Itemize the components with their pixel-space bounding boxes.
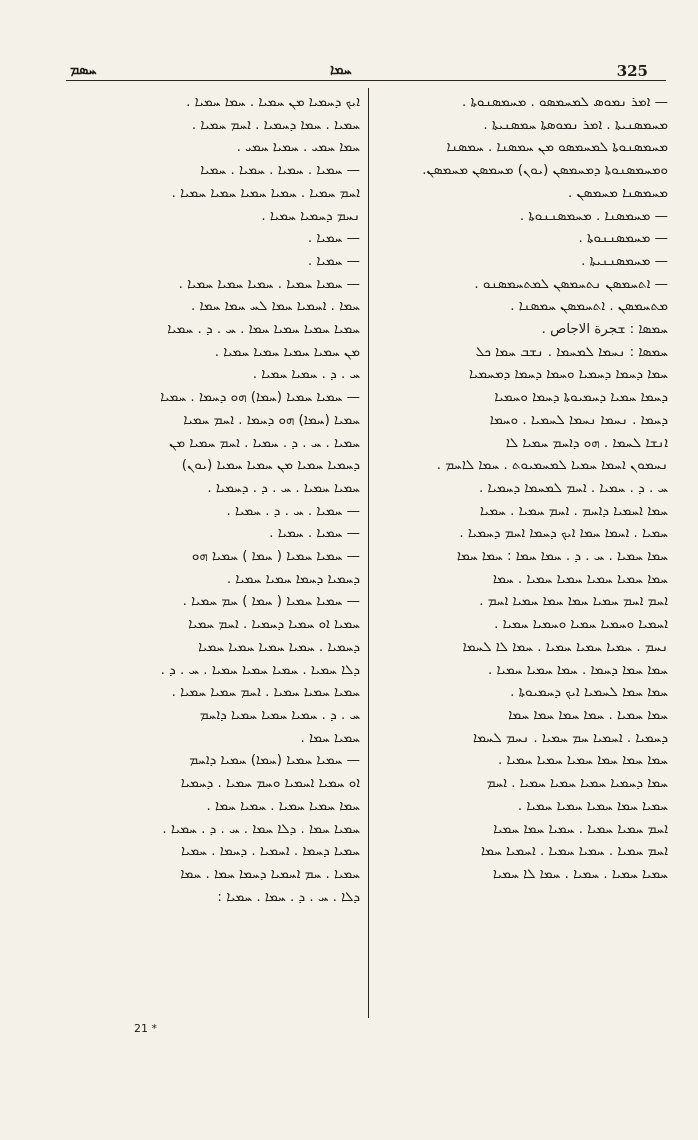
text-line: — ܚܡܝܐ ܚܡܝܐ . ܚܡܝܐ ܚܡܝܐ ܚܡܝܐ . xyxy=(178,276,360,292)
text-line: ܚܡܝܐ ܕܚܡܐ . ܐܚܡܝܐ . ܕܚܡܐ . ܚܡܝܐ xyxy=(181,844,360,860)
header-rule xyxy=(66,80,666,81)
text-line: — ܚܡܝܐ ܚܡܝܐ (ܚܡܐ) ܚܡܝܐ ܕܐܚܡ xyxy=(189,753,360,769)
text-line: — ܡܚܡܣܢܐ . ܡܚܡܣܢܢܘܬܐ . xyxy=(519,208,668,224)
text-line: ܕܠܐ . ܚ . ܕ . ܚܡܐ . ܚܡܝܐ : xyxy=(217,889,360,905)
text-line: ܚܡܝܐ ܚܡܝܐ . ܚ . ܕ . ܕܚܡܝܐ . xyxy=(207,480,360,496)
text-line: ܚ . ܕ . ܚܡܝܐ ܚܡܝܐ . xyxy=(252,367,360,383)
text-line: ܡܚܡܣܢܐ ܡܚܡܣܢ . xyxy=(567,185,668,201)
text-line: ܚܡܐ ܕܚܡܝܐ ܚܡܝܐ ܚܡܝܐ ܚܡܝܐ . ܐܚܡ xyxy=(486,776,668,792)
text-line: ܚܡܣܐ : ܢܚܡܐ ܠܡܚܡܐ . ܢܫܒ ܚܡܐ ܟܠ xyxy=(475,344,668,360)
column-divider xyxy=(368,88,369,1018)
text-line: ܚܡܝܐ ܚܡܝܐ . ܚܡܝܐ . ܚܡܐ ܠܐ ܚܡܝܐ xyxy=(492,866,668,882)
text-line: ܚܡܐ ܚܡܐ ܚܡܐ ܚܡܝܐ ܚܡܝܐ ܚܡܝܐ . xyxy=(498,753,668,769)
text-line: ܚܡܐ ܕܚܡܐ ܕܚܡܝܐ ܘܚܡܐ ܕܚܡܐ ܕܡܚܡܝܐ xyxy=(469,367,668,383)
text-line: ܚܡܐ ܚܡܝܐ . ܚܡܐ ܚܡܐ ܚܡܐ ܚܡܐ xyxy=(508,707,668,723)
text-line: — ܡܚܡܣܢܢܘܬܐ . xyxy=(578,231,668,247)
text-line: ܚܡܣܐ : ܫجرة الاجاص . xyxy=(541,322,668,338)
text-line: ܚܡܝܐ . ܐܚܡܐ ܚܡܐ ܐܝܟ ܕܚܡܐ ܐܚܡ ܕܚܡܝܐ . xyxy=(459,526,668,542)
text-line: ܐܝܟ ܕܚܡܝܐ ܡܢ ܚܡܝܐ . ܚܡܐ ܚܡܝܐ . xyxy=(186,95,360,110)
text-line: ܘܡܚܡܣܢܘܬܐ ܕܡܚܡܣܢ (ܝܘܢ) ܡܚܡܣܢ ܡܚܡܣܢ. xyxy=(422,163,668,179)
page-number: 325 xyxy=(616,62,648,80)
text-line: ܚܡܐ ܐܚܡܝܐ ܕܐܚܡ . ܐܚܡ ܚܡܝܐ . ܚܡܝܐ xyxy=(479,503,668,519)
signature-mark: 21 * xyxy=(134,1022,157,1035)
text-line: ܚܡܐ ܚܡܝ . ܚܡܝܐ ܚܡܝ . xyxy=(236,140,360,156)
text-line: — ܐܡܪ ܢܡܘܣ ܠܡܚܡܣܘ . ܡܚܡܣܢܘܬܐ . xyxy=(462,95,668,110)
text-line: ܐܘ ܚܡܝܐ ܐܚܡܝܐ ܘܚܡ ܚܡܝܐ . ܕܚܡܝܐ xyxy=(180,776,360,792)
text-line: ܢܚܡܘܢ ܐܚܡܐ ܚܡܝܐ ܠܡܚܡܝܘܬ . ܚܡܐ ܠܐܚܡ . xyxy=(436,458,668,474)
text-line: ܕܚܡܐ ܚܡܝܐ ܕܚܡܝܘܬܐ ܕܚܡܐ ܘܚܡܝܐ xyxy=(494,390,668,406)
text-line: ܚܡܝܐ . ܚ . ܕ . ܚܡܝܐ . ܐܚܡ ܚܡܝܐ ܡܢ xyxy=(169,435,360,451)
text-line: ܐܢܫܐ ܠܚܡܐ . ܗܘ ܕܐܚܡ ܚܡܝܐ ܠܐ xyxy=(505,435,668,451)
text-line: ܚܡܐ ܚܡܝܐ ܚܡܝܐ ܚܡܝܐ ܚܡܝܐ . ܚܡܐ xyxy=(492,571,668,587)
text-line: ܐܚܡ ܐܚܡ ܚܡܝܐ ܚܡܐ ܚܡܐ ܚܡܝܐ ܐܚܡ . xyxy=(479,594,668,610)
text-line: ܚܡܝܐ . ܚܡܐ ܕܚܡܝܐ . ܐܚܡ ܚܡܝܐ . xyxy=(191,117,360,133)
text-line: — ܚܡܝܐ ܚܡܝܐ (ܚܡܐ) ܗܘ ܕܚܡܐ . ܚܡܝܐ xyxy=(160,390,360,406)
text-line: — ܡܚܡܣܢܢܝܬܐ . xyxy=(581,253,668,269)
text-line: ܚܡܝܐ ܚܡܝܐ ܚܡܝܐ ܚܡܐ . ܚ . ܕ . ܚܡܝܐ xyxy=(167,322,360,338)
text-line: ܚܡܐ ܚܡܝܐ . ܚ . ܕ . ܚܡܐ ܚܡܐ : ܚܡܐ ܚܡܐ xyxy=(456,549,668,565)
text-line: ܕܚܡܝܐ . ܚܡܝܐ ܚܡܝܐ ܚܡܝܐ ܚܡܝܐ xyxy=(198,639,360,655)
text-line: ܚܡܝܐ ܚܡܐ . xyxy=(300,730,360,746)
text-line: — ܚܡܝܐ . ܚ . ܕ . ܚܡܝܐ . xyxy=(226,503,360,519)
text-line: ܚܡܝܐ (ܚܡܐ) ܗܘ ܕܚܡܐ . ܐܚܡ ܚܡܝܐ xyxy=(183,412,360,428)
text-line: — ܚܡܝܐ ܚܡܝܐ ( ܚܡܐ ) ܚܡܝܐ ܗܘ xyxy=(191,549,360,565)
text-line: ܚܡܐ ܚܡܝܐ ܚܡܝܐ . ܚܡܝܐ ܚܡܐ . xyxy=(206,798,360,814)
text-line: ܢܚܡ ܕܚܡܝܐ ܚܡܝܐ . xyxy=(261,208,360,224)
text-line: ܕܚܡܐ . ܢܚܡܐ ܢܚܡܐ ܠܚܡܝܐ . ܘܚܡܐ xyxy=(489,412,668,428)
text-line: ܚܡܝܐ ܐܘ ܚܡܝܐ ܕܚܡܝܐ . ܐܚܡ ܚܡܝܐ xyxy=(188,617,360,633)
text-line: ܚܡܝܐ . ܚܡ ܐܚܡܝܐ ܕܚܡܐ ܚܡܐ . ܚܡܐ xyxy=(180,866,360,882)
text-line: ܐܚܡܝܐ ܘܚܡܝܐ ܚܡܝܐ ܘܚܡܝܐ ܚܡܝܐ . xyxy=(494,617,668,633)
left-column xyxy=(70,92,360,909)
text-line: — ܚܡܝܐ . ܚܡܝܐ . ܚܡܝܐ . ܚܡܝܐ xyxy=(200,163,360,179)
header-left-word: ܚܣܡ xyxy=(70,62,97,78)
text-line: ܡܬܚܡܣܢ . ܐܬܚܡܣܢ ܚܡܣܢܐ . xyxy=(510,299,668,315)
header-center-word: ܚܡܐ xyxy=(330,62,352,78)
text-line: ܚ . ܕ . ܚܡܝܐ ܚܡܝܐ ܚܡܝܐ ܕܐܚܡ xyxy=(199,707,360,723)
text-line: ܡܚܡܣܢܘܬܐ ܠܡܚܡܣܘ ܡܢ ܚܡܣܢܐ . ܚܡܣܢܐ xyxy=(446,140,668,156)
text-line: ܡܢ ܚܡܝܐ ܚܡܝܐ ܚܡܝܐ ܚܡܝܐ . xyxy=(214,344,360,360)
text-line: ܕܚܡܝܐ . ܐܚܡܝܐ ܚܡ ܚܡܝܐ . ܢܚܡ ܠܚܡܐ xyxy=(472,730,668,746)
text-line: ܚܡܐ ܚܡܐ ܕܚܡܐ . ܚܡܐ ܚܡܝܐ ܚܡܝܐ . xyxy=(488,662,668,678)
text-line: ܚܡܝܐ ܚܡܐ . ܕܠܐ ܚܡܐ . ܚ . ܕ . ܚܡܝܐ . xyxy=(162,821,360,837)
text-line: — ܚܡܝܐ . xyxy=(307,231,360,247)
text-line: — ܚܡܝܐ . xyxy=(307,253,360,269)
text-line: — ܚܡܝܐ ܚܡܝܐ ( ܚܡܐ ) ܚܡ ܚܡܝܐ . xyxy=(182,594,360,610)
text-line: ܚܡܐ ܚܡܐ ܠܚܡܝܐ ܐܝܟ ܕܚܡܝܘܬܐ . xyxy=(510,685,668,701)
text-line: ܚܡܐ . ܐܚܡܝܐ ܚܡܐ ܠܚ ܚܡܐ ܚܡܐ . xyxy=(191,299,360,315)
text-line: — ܚܡܝܐ . ܚܡܝܐ . xyxy=(269,526,360,542)
text-line: ܐܚܡ ܚܡܝܐ . ܚܡܝܐ ܚܡܝܐ . ܐܚܡܝܐ ܚܡܐ xyxy=(480,844,668,860)
text-line: ܢܚܡ . ܚܡܝܐ ܚܡܝܐ ܚܡܝܐ . ܚܡܐ ܠܐ ܠܚܡܐ xyxy=(462,639,668,655)
text-line: ܐܚܡ ܚܡܝܐ ܚܡܝܐ . ܚܡܝܐ ܚܡܐ ܚܡܝܐ xyxy=(493,821,668,837)
text-line: — ܐܬܚܡܣܢ ܢܬܚܡܣܢ ܠܡܬܚܡܣܢܘ . xyxy=(474,276,668,292)
text-line: ܕܚܡܝܐ ܕܚܡܐ ܚܡܝܐ ܚܡܝܐ . xyxy=(226,571,360,587)
text-line: ܚܡܝܐ ܚܡܐ ܚܡܝܐ ܚܡܝܐ ܚܡܝܐ . xyxy=(517,798,668,814)
text-line: ܚ . ܕ . ܚܡܝܐ . ܐܚܡ ܠܡܚܡܐ ܕܚܡܝܐ . xyxy=(479,480,668,496)
text-line: ܕܚܡܝܐ ܚܡܝܐ ܡܢ ܚܡܝܐ ܚܡܝܐ (ܝܘܢ) xyxy=(181,458,360,474)
text-line: ܚܡܝܐ ܚܡܝܐ ܚܡܝܐ . ܐܚܡ ܚܡܝܐ ܚܡܝܐ . xyxy=(171,685,360,701)
text-line: ܡܚܡܣܢܝܬܐ . ܐܡܪ ܢܡܘܣܬܐ ܚܡܣܢܝܬܐ . xyxy=(483,117,668,133)
running-header xyxy=(0,62,698,88)
text-line: ܐܚܡ ܚܡܝܐ . ܚܡܝܐ ܚܡܝܐ ܚܡܝܐ ܚܡܝܐ . xyxy=(171,185,360,201)
right-column xyxy=(378,92,668,887)
text-line: ܕܠܐ ܚܡܝܐ . ܚܡܝܐ ܚܡܝܐ ܚܡܝܐ . ܚ . ܕ . xyxy=(160,662,360,678)
